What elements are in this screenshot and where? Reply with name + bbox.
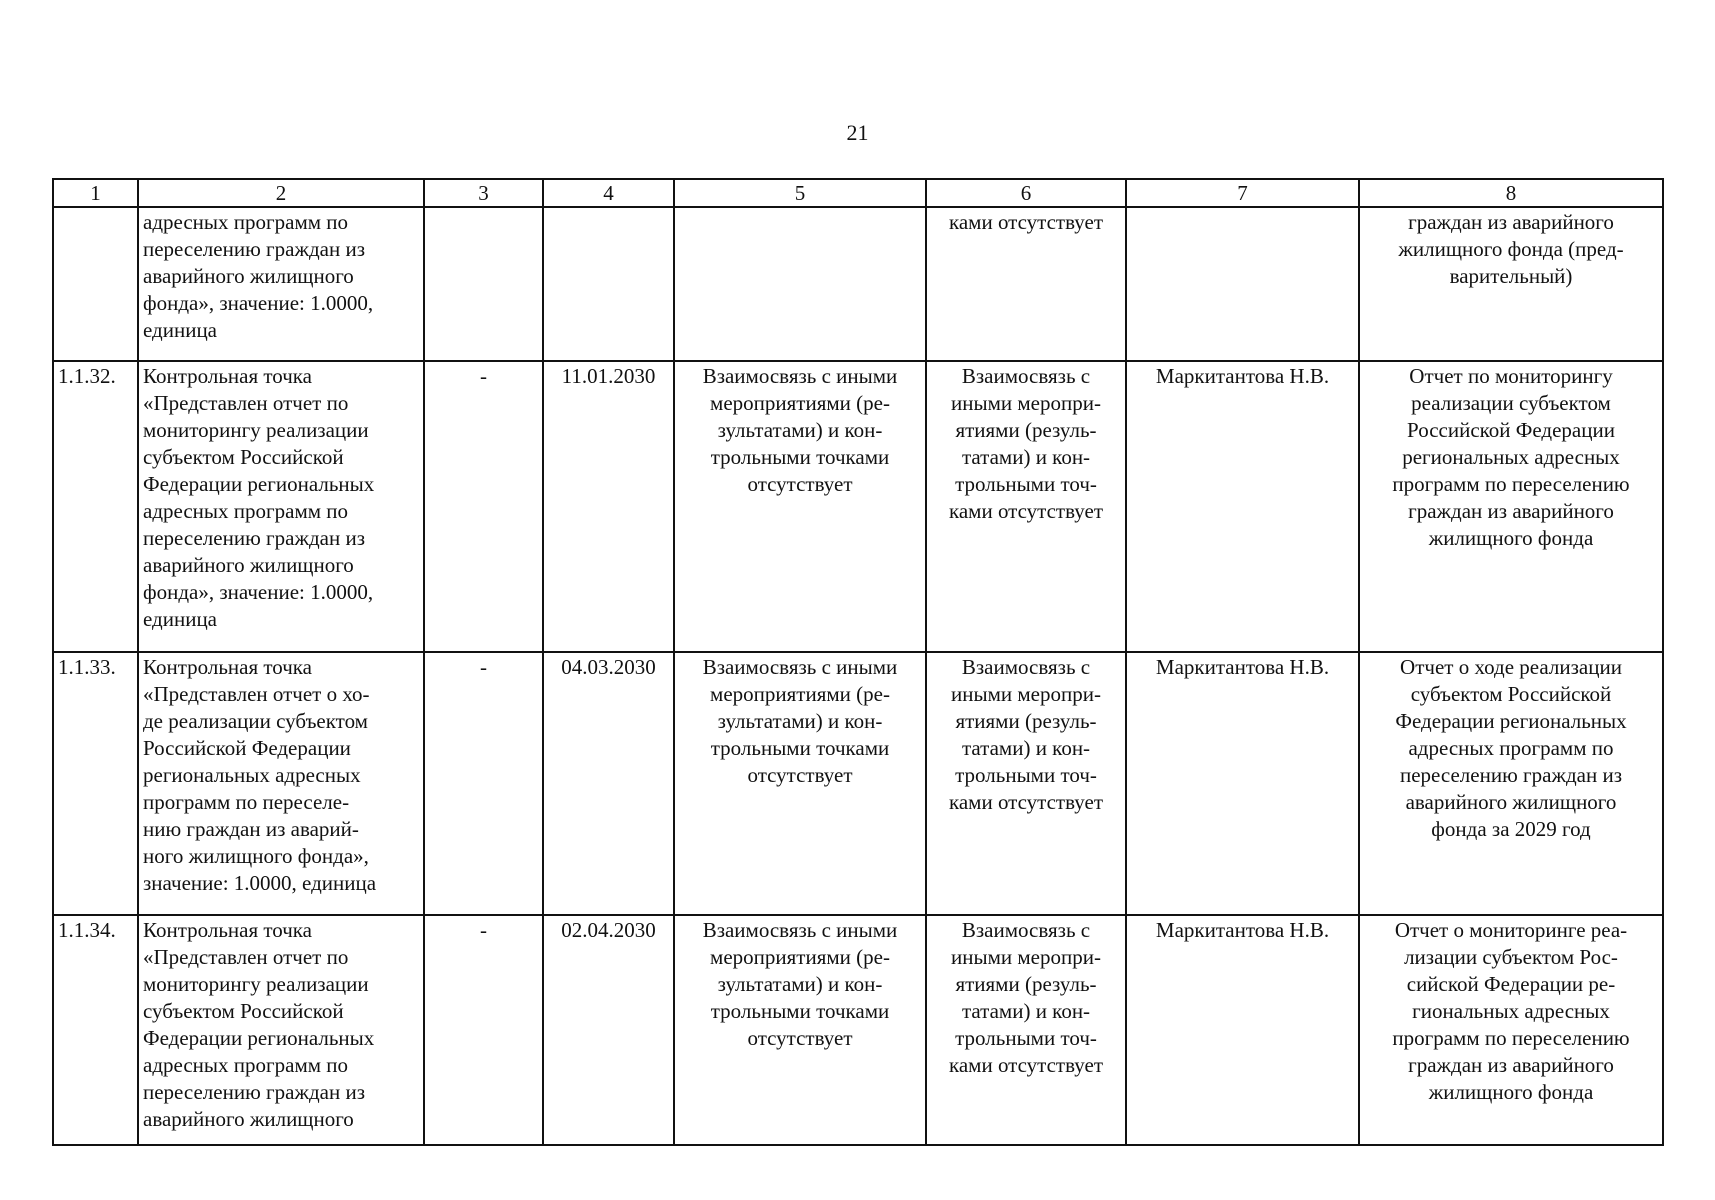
responsible-cell [1126,652,1359,915]
result-cell [1359,207,1663,361]
col3-value: - [480,655,487,679]
responsible-person: Маркитантова Н.В. [1155,918,1330,942]
relation2-text: Взаимосвязь с иными меропри- ятиями (резуль- татами) и кон- трольными точ- ками отсутствует [948,918,1104,1077]
due-date: 04.03.2030 [561,655,656,679]
relation1-cell [674,915,926,1145]
item-name: Контрольная точка «Представлен отчет о хо- де реализации субъектом Российской Федерации региональных адресных программ по переселе- нию граждан из аварий- ного жилищного фонда», значение: 1.0000, единица [143,655,377,895]
item-name: адресных программ по переселению граждан из аварийного жилищного фонда», значение: 1.0000, единица [143,210,374,342]
item-number-cell [53,915,138,1145]
column-header-5: 5 [674,179,926,207]
relation2-cell [926,915,1126,1145]
col3-value: - [480,918,487,942]
item-name-cell [138,361,424,652]
relation1-cell [674,361,926,652]
column-header-3: 3 [424,179,543,207]
plan-table [52,178,1664,1146]
item-name: Контрольная точка «Представлен отчет по мониторингу реализации субъектом Российской Федерации региональных адресных программ по переселению граждан из аварийного жилищного [143,918,375,1131]
result-document: граждан из аварийного жилищного фонда (пред- варительный) [1398,210,1624,288]
due-date: 11.01.2030 [561,364,656,388]
column-header-1: 1 [53,179,138,207]
table-row [53,207,1663,361]
responsible-cell [1126,361,1359,652]
page-number: 21 [846,120,869,145]
relation1-text: Взаимосвязь с иными мероприятиями (ре- зультатами) и кон- трольными точками отсутствует [702,655,898,787]
relation2-cell [926,361,1126,652]
item-number: 1.1.33. [58,655,116,679]
date-cell [543,652,674,915]
responsible-person: Маркитантова Н.В. [1155,655,1330,679]
relation2-text: Взаимосвязь с иными меропри- ятиями (резуль- татами) и кон- трольными точ- ками отсутствует [948,655,1104,814]
col3-cell [424,915,543,1145]
item-name-cell [138,207,424,361]
result-cell [1359,652,1663,915]
column-header-4: 4 [543,179,674,207]
item-number-cell [53,652,138,915]
responsible-person: Маркитантова Н.В. [1155,364,1330,388]
date-cell [543,361,674,652]
relation2-cell [926,652,1126,915]
relation1-text: Взаимосвязь с иными мероприятиями (ре- зультатами) и кон- трольными точками отсутствует [702,918,898,1050]
relation1-cell [674,652,926,915]
item-number: 1.1.32. [58,364,116,388]
item-name: Контрольная точка «Представлен отчет по мониторингу реализации субъектом Российской Федерации региональных адресных программ по переселению граждан из аварийного жилищного фонда», значение: 1.0000, единица [143,364,375,631]
relation2-cell [926,207,1126,361]
relation2-text: ками отсутствует [948,210,1104,234]
responsible-cell [1126,207,1359,361]
relation2-text: Взаимосвязь с иными меропри- ятиями (резуль- татами) и кон- трольными точ- ками отсутствует [948,364,1104,523]
result-cell [1359,361,1663,652]
table-body [53,207,1663,1145]
result-document: Отчет по мониторингу реализации субъектом Российской Федерации региональных адресных программ по переселению граждан из аварийного жилищного фонда [1392,364,1630,550]
table-row [53,915,1663,1145]
column-header-6: 6 [926,179,1126,207]
date-cell [543,915,674,1145]
col3-cell [424,652,543,915]
table-header [53,179,1663,207]
column-header-8: 8 [1359,179,1663,207]
item-name-cell [138,915,424,1145]
relation1-text: Взаимосвязь с иными мероприятиями (ре- зультатами) и кон- трольными точками отсутствует [702,364,898,496]
item-name-cell [138,652,424,915]
item-number: 1.1.34. [58,918,116,942]
result-document: Отчет о ходе реализации субъектом Российской Федерации региональных адресных программ по переселению граждан из аварийного жилищного фонда за 2029 год [1395,655,1627,841]
col3-cell [424,361,543,652]
item-number-cell [53,207,138,361]
column-header-2: 2 [138,179,424,207]
col3-cell [424,207,543,361]
responsible-cell [1126,915,1359,1145]
relation1-cell [674,207,926,361]
date-cell [543,207,674,361]
header-row [53,179,1663,207]
due-date: 02.04.2030 [561,918,656,942]
table-row [53,361,1663,652]
result-cell [1359,915,1663,1145]
column-header-7: 7 [1126,179,1359,207]
item-number-cell [53,361,138,652]
table-row [53,652,1663,915]
col3-value: - [480,364,487,388]
result-document: Отчет о мониторинге реа- лизации субъектом Рос- сийской Федерации ре- гиональных адресных программ по переселению граждан из аварийного жилищного фонда [1392,918,1630,1104]
